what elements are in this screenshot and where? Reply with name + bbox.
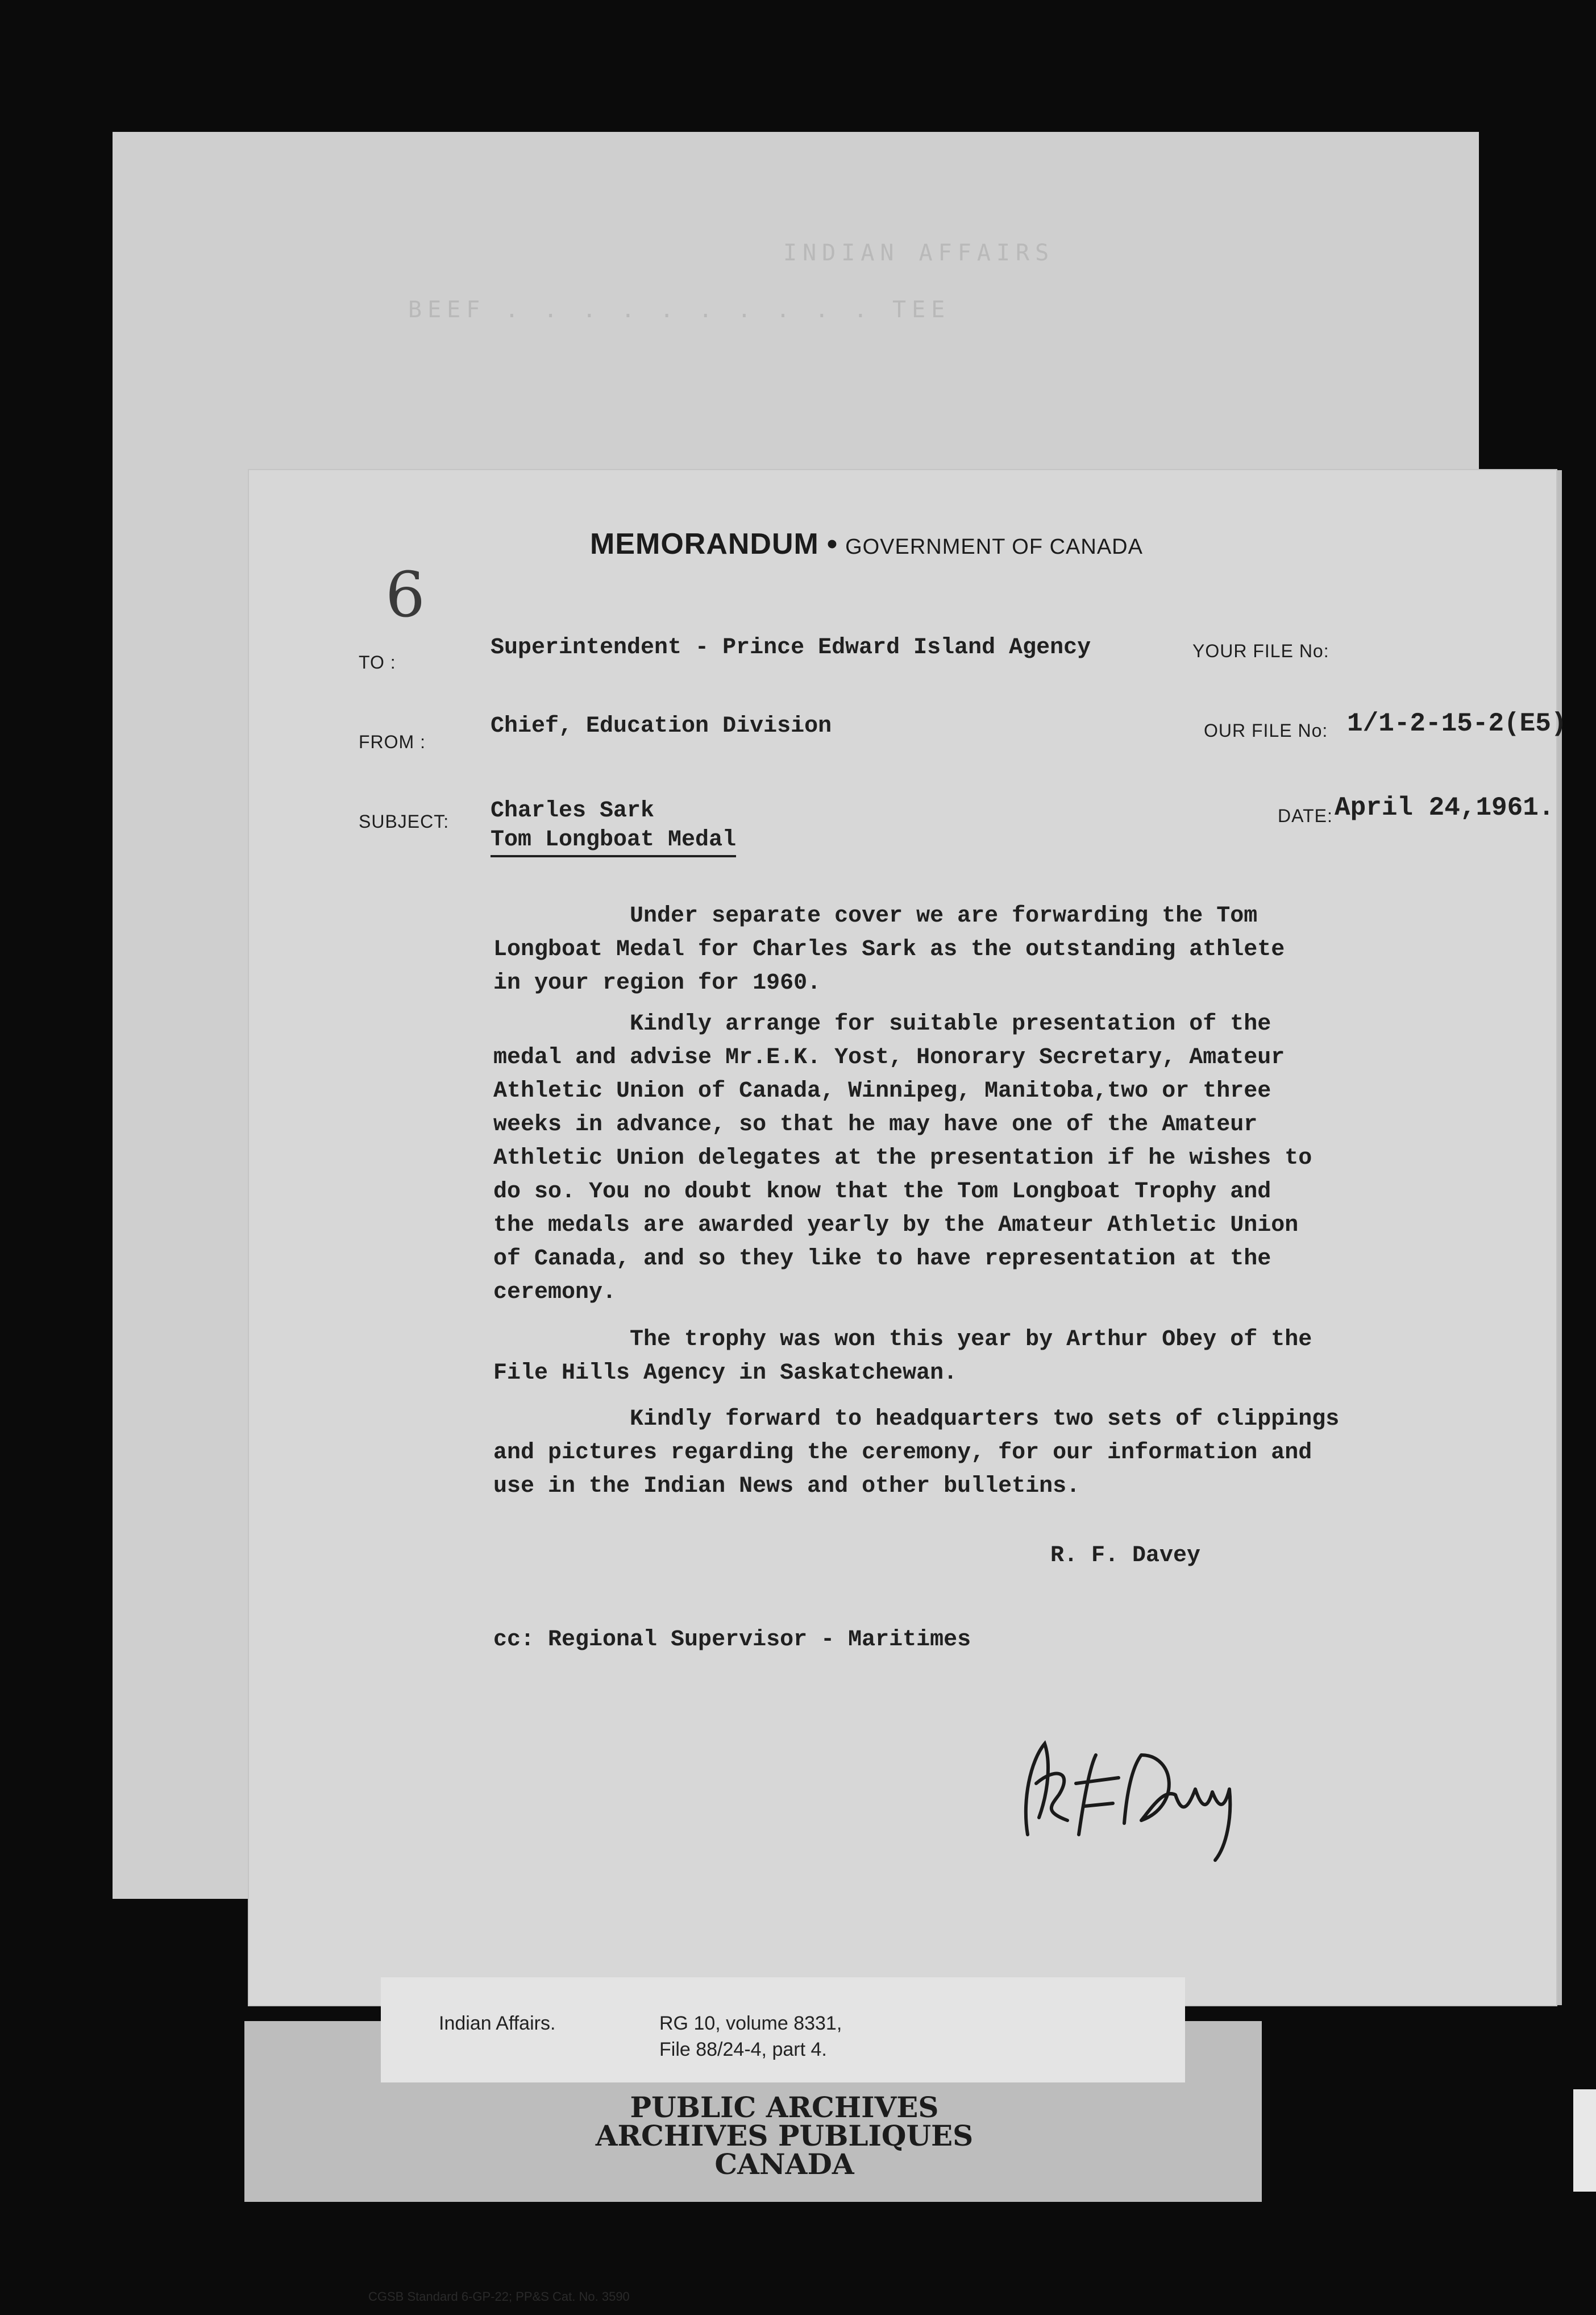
body-paragraph-4: Kindly forward to headquarters two sets of clippings and pictures regarding the ceremony, for our information and use in the Indian News and other bulletins. bbox=[493, 1407, 1340, 1499]
subject-label: SUBJECT: bbox=[359, 811, 450, 832]
subject-line-1: Charles Sark bbox=[491, 798, 655, 824]
form-footnote: CGSB Standard 6-GP-22; PP&S Cat. No. 3590 bbox=[368, 2289, 630, 2304]
stamp-line-3: CANADA bbox=[714, 2147, 854, 2181]
heading-bullet: • bbox=[826, 528, 838, 561]
bleed-through-text: INDIAN AFFAIRS bbox=[783, 240, 1055, 266]
from-value: Chief, Education Division bbox=[491, 713, 832, 739]
to-label: TO : bbox=[359, 652, 396, 673]
film-edge-mark bbox=[1573, 2089, 1596, 2192]
signature bbox=[1005, 1721, 1278, 1863]
signer-name: R. F. Davey bbox=[1050, 1543, 1201, 1569]
archive-reference-label bbox=[381, 1977, 1185, 2082]
archive-stamp bbox=[568, 2090, 1000, 2181]
heading-government: GOVERNMENT OF CANADA bbox=[845, 535, 1143, 559]
body-paragraph-3: The trophy was won this year by Arthur Obey of the File Hills Agency in Saskatchewan. bbox=[493, 1327, 1312, 1386]
body-paragraph-1: Under separate cover we are forwarding the Tom Longboat Medal for Charles Sark as the outstanding athlete in your region for 1960. bbox=[493, 903, 1285, 996]
archive-ref-line-2: File 88/24-4, part 4. bbox=[659, 2039, 827, 2060]
body-paragraph-2: Kindly arrange for suitable presentation of the medal and advise Mr.E.K. Yost, Honorary Secretary, Amateur Athletic Union of Canada, Winnipeg, Manitoba,two or three weeks in advance, so that he may have one of the Amateur Athletic Union delegates at the presentation if he wishes to do so. You no doubt know that the Tom Longboat Trophy and the medals are awarded yearly by the Amateur Athletic Union of Canada, and so they like to have representation at the ceremony. bbox=[493, 1011, 1312, 1305]
our-file-label: OUR FILE No: bbox=[1204, 720, 1328, 741]
archive-ref-line-1: RG 10, volume 8331, bbox=[659, 2013, 842, 2034]
heading-memorandum: MEMORANDUM bbox=[590, 528, 819, 561]
memo-heading bbox=[590, 527, 1143, 561]
our-file-value: 1/1-2-15-2(E5) bbox=[1347, 709, 1567, 739]
your-file-label: YOUR FILE No: bbox=[1192, 641, 1329, 661]
cc-line: cc: Regional Supervisor - Maritimes bbox=[493, 1627, 971, 1653]
pen-mark: 6 bbox=[385, 558, 425, 631]
bleed-through-text: BEEF . . . . . . . . . . TEE bbox=[408, 297, 951, 323]
date-label: DATE: bbox=[1278, 806, 1333, 826]
subject-underlined: Tom Longboat Medal bbox=[491, 827, 736, 857]
date-value: April 24,1961. bbox=[1335, 793, 1555, 823]
archive-reference bbox=[659, 2010, 842, 2063]
archive-department: Indian Affairs. bbox=[439, 2013, 556, 2034]
from-label: FROM : bbox=[359, 732, 426, 752]
stamp-line-1: PUBLIC ARCHIVES bbox=[630, 2090, 939, 2124]
to-value: Superintendent - Prince Edward Island Agency bbox=[491, 635, 1091, 661]
stamp-line-2: ARCHIVES PUBLIQUES bbox=[595, 2119, 974, 2152]
subject-line-2 bbox=[491, 827, 736, 853]
